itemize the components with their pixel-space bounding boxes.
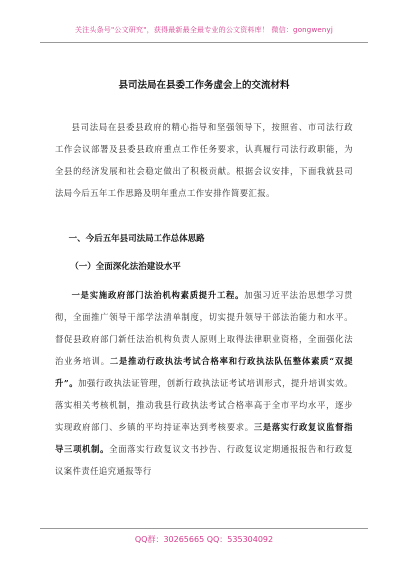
point-two-lead: 二是推动行政执法考试合格率和行政执法队伍整体素质“双提升”。: [55, 356, 353, 388]
section-heading: 一、今后五年县司法局工作总体思路: [68, 234, 205, 244]
document-title: 县司法局在县委工作务虚会上的交流材料: [118, 80, 290, 91]
header-divider: [40, 42, 368, 43]
header-banner: 关注头条号"公文研究"，获得最新最全最专业的公文资料库！ 微信：gongwenyj: [74, 26, 334, 34]
point-three-lead: 三是落实行政复议监督指导三项机制。: [55, 422, 353, 454]
point-one-lead: 一是实施政府部门法治机构素质提升工程。: [71, 290, 245, 300]
intro-block: [55, 116, 353, 204]
point-three-text: 全面落实行政复议文书抄告、行政复议定期通报报告和行政复议案件责任追究通报等行: [55, 444, 353, 476]
footer-divider: [40, 528, 368, 529]
subsection-heading: （一）全面深化法治建设水平: [70, 262, 181, 272]
footer-contact: QQ群：30265665 QQ：535304092: [134, 535, 274, 544]
intro-paragraph: 县司法局在县委县政府的精心指导和坚强领导下，按照省、市司法行政工作会议部署及县委县政府重点工作任务要求，认真履行司法行政职能，为全县的经济发展和社会稳定做出了积极贡献。根据会议安排，下面我就县司法局今后五年工作思路及明年重点工作安排作简要汇报。: [55, 122, 353, 198]
body-paragraph: [55, 284, 353, 482]
section-block: [55, 228, 353, 482]
point-one-text: 加强习近平法治思想学习贯彻，全面推广领导干部学法清单制度，切实提升领导干部法治能力和水平。督促县政府部门新任法治机构负责人原则上取得法律职业资格，全面强化法治业务培训。: [55, 290, 353, 366]
point-two-text: 加强行政执法证管理，创新行政执法证考试培训形式，提升培训实效。落实相关考核机制，推动我县行政执法考试合格率高于全市平均水平，逐步实现政府部门、乡镇的平均持证率达到考核要求。: [55, 378, 353, 432]
